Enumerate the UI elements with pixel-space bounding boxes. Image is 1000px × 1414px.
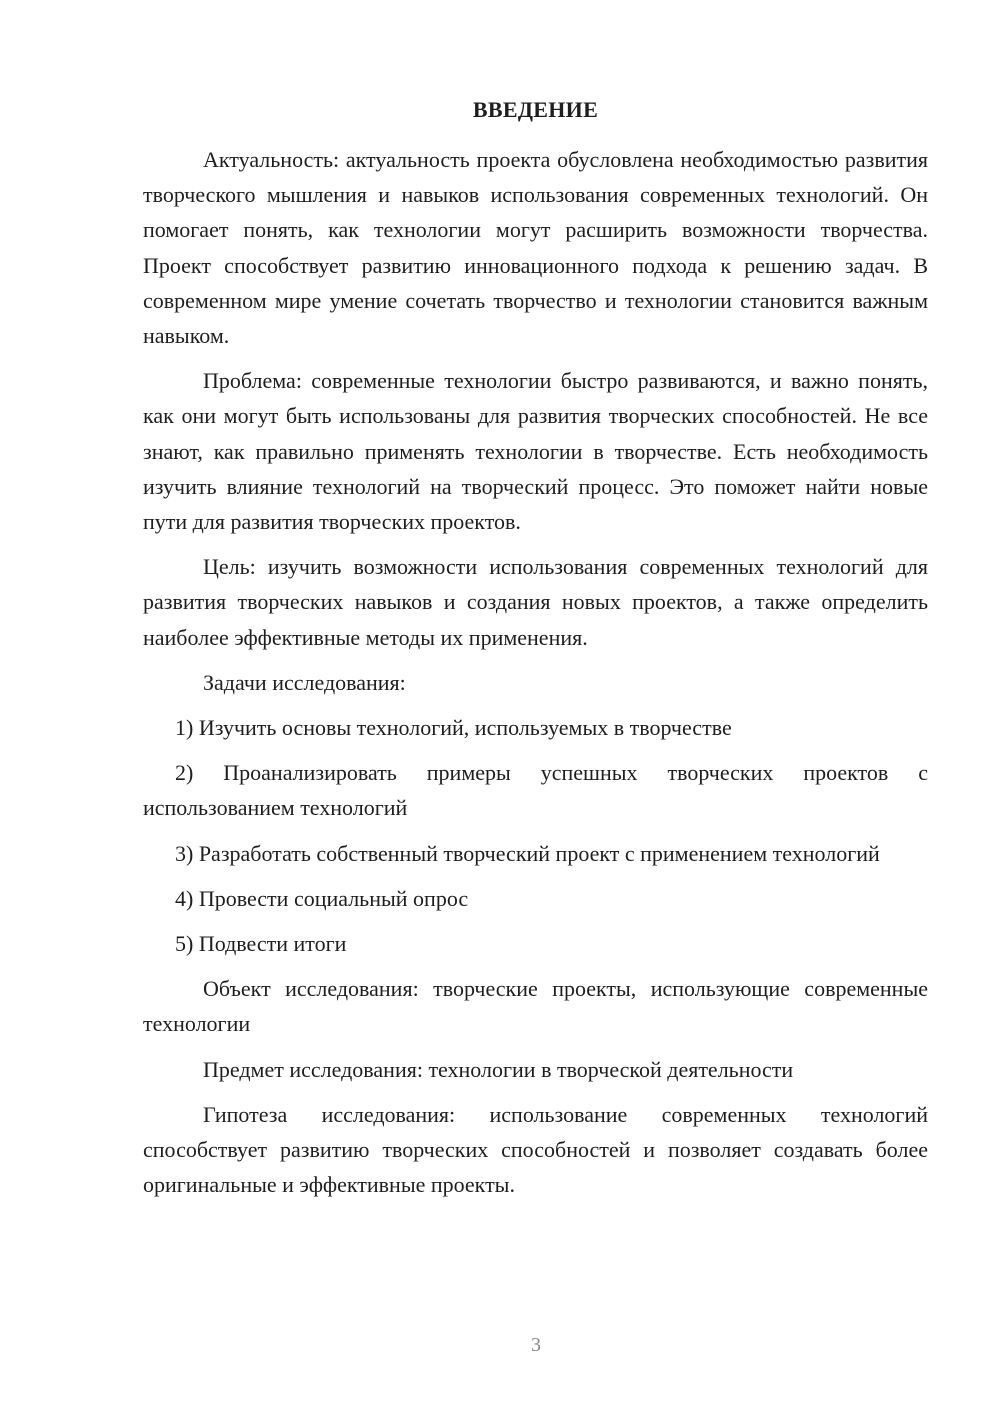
- task-item-2: 2) Проанализировать примеры успешных творческих проектов с использованием технологий: [143, 760, 928, 821]
- task-item-4: 4) Провести социальный опрос: [175, 885, 469, 911]
- object-paragraph: Объект исследования: творческие проекты, использующие современные технологии: [143, 976, 928, 1037]
- goal-paragraph: Цель: изучить возможности использования современных технологий для развития творческих навыков и создания новых проектов, а также определить наиболее эффективные методы их применения.: [143, 554, 928, 650]
- tasks-heading: Задачи исследования:: [203, 669, 406, 695]
- page-title: ВВЕДЕНИЕ: [472, 97, 599, 122]
- problem-paragraph: Проблема: современные технологии быстро развиваются, и важно понять, как они могут быть использованы для развития творческих способностей. Не все знают, как правильно применять технологии в творчестве. Есть необходимость изучить влияние технологий на творческий процесс. Это поможет найти новые пути для развития творческих проектов.: [143, 368, 928, 535]
- page-number: 3: [531, 1334, 541, 1356]
- document-body: [143, 142, 928, 1212]
- task-item-5: 5) Подвести итоги: [175, 931, 347, 957]
- hypothesis-paragraph: Гипотеза исследования: использование современных технологий способствует развитию творческих способностей и позволяет создавать более оригинальные и эффективные проекты.: [143, 1101, 928, 1198]
- relevance-paragraph: Актуальность: актуальность проекта обусловлена необходимостью развития творческого мышления и навыков использования современных технологий. Он помогает понять, как технологии могут расширить возможности творчества. Проект способствует развитию инновационного подхода к решению задач. В современном мире умение сочетать творчество и технологии становится важным навыком.: [143, 147, 928, 349]
- subject-paragraph: Предмет исследования: технологии в творческой деятельности: [203, 1056, 794, 1082]
- task-item-3: 3) Разработать собственный творческий проект с применением технологий: [175, 840, 880, 866]
- task-item-1: 1) Изучить основы технологий, используемых в творчестве: [175, 715, 732, 741]
